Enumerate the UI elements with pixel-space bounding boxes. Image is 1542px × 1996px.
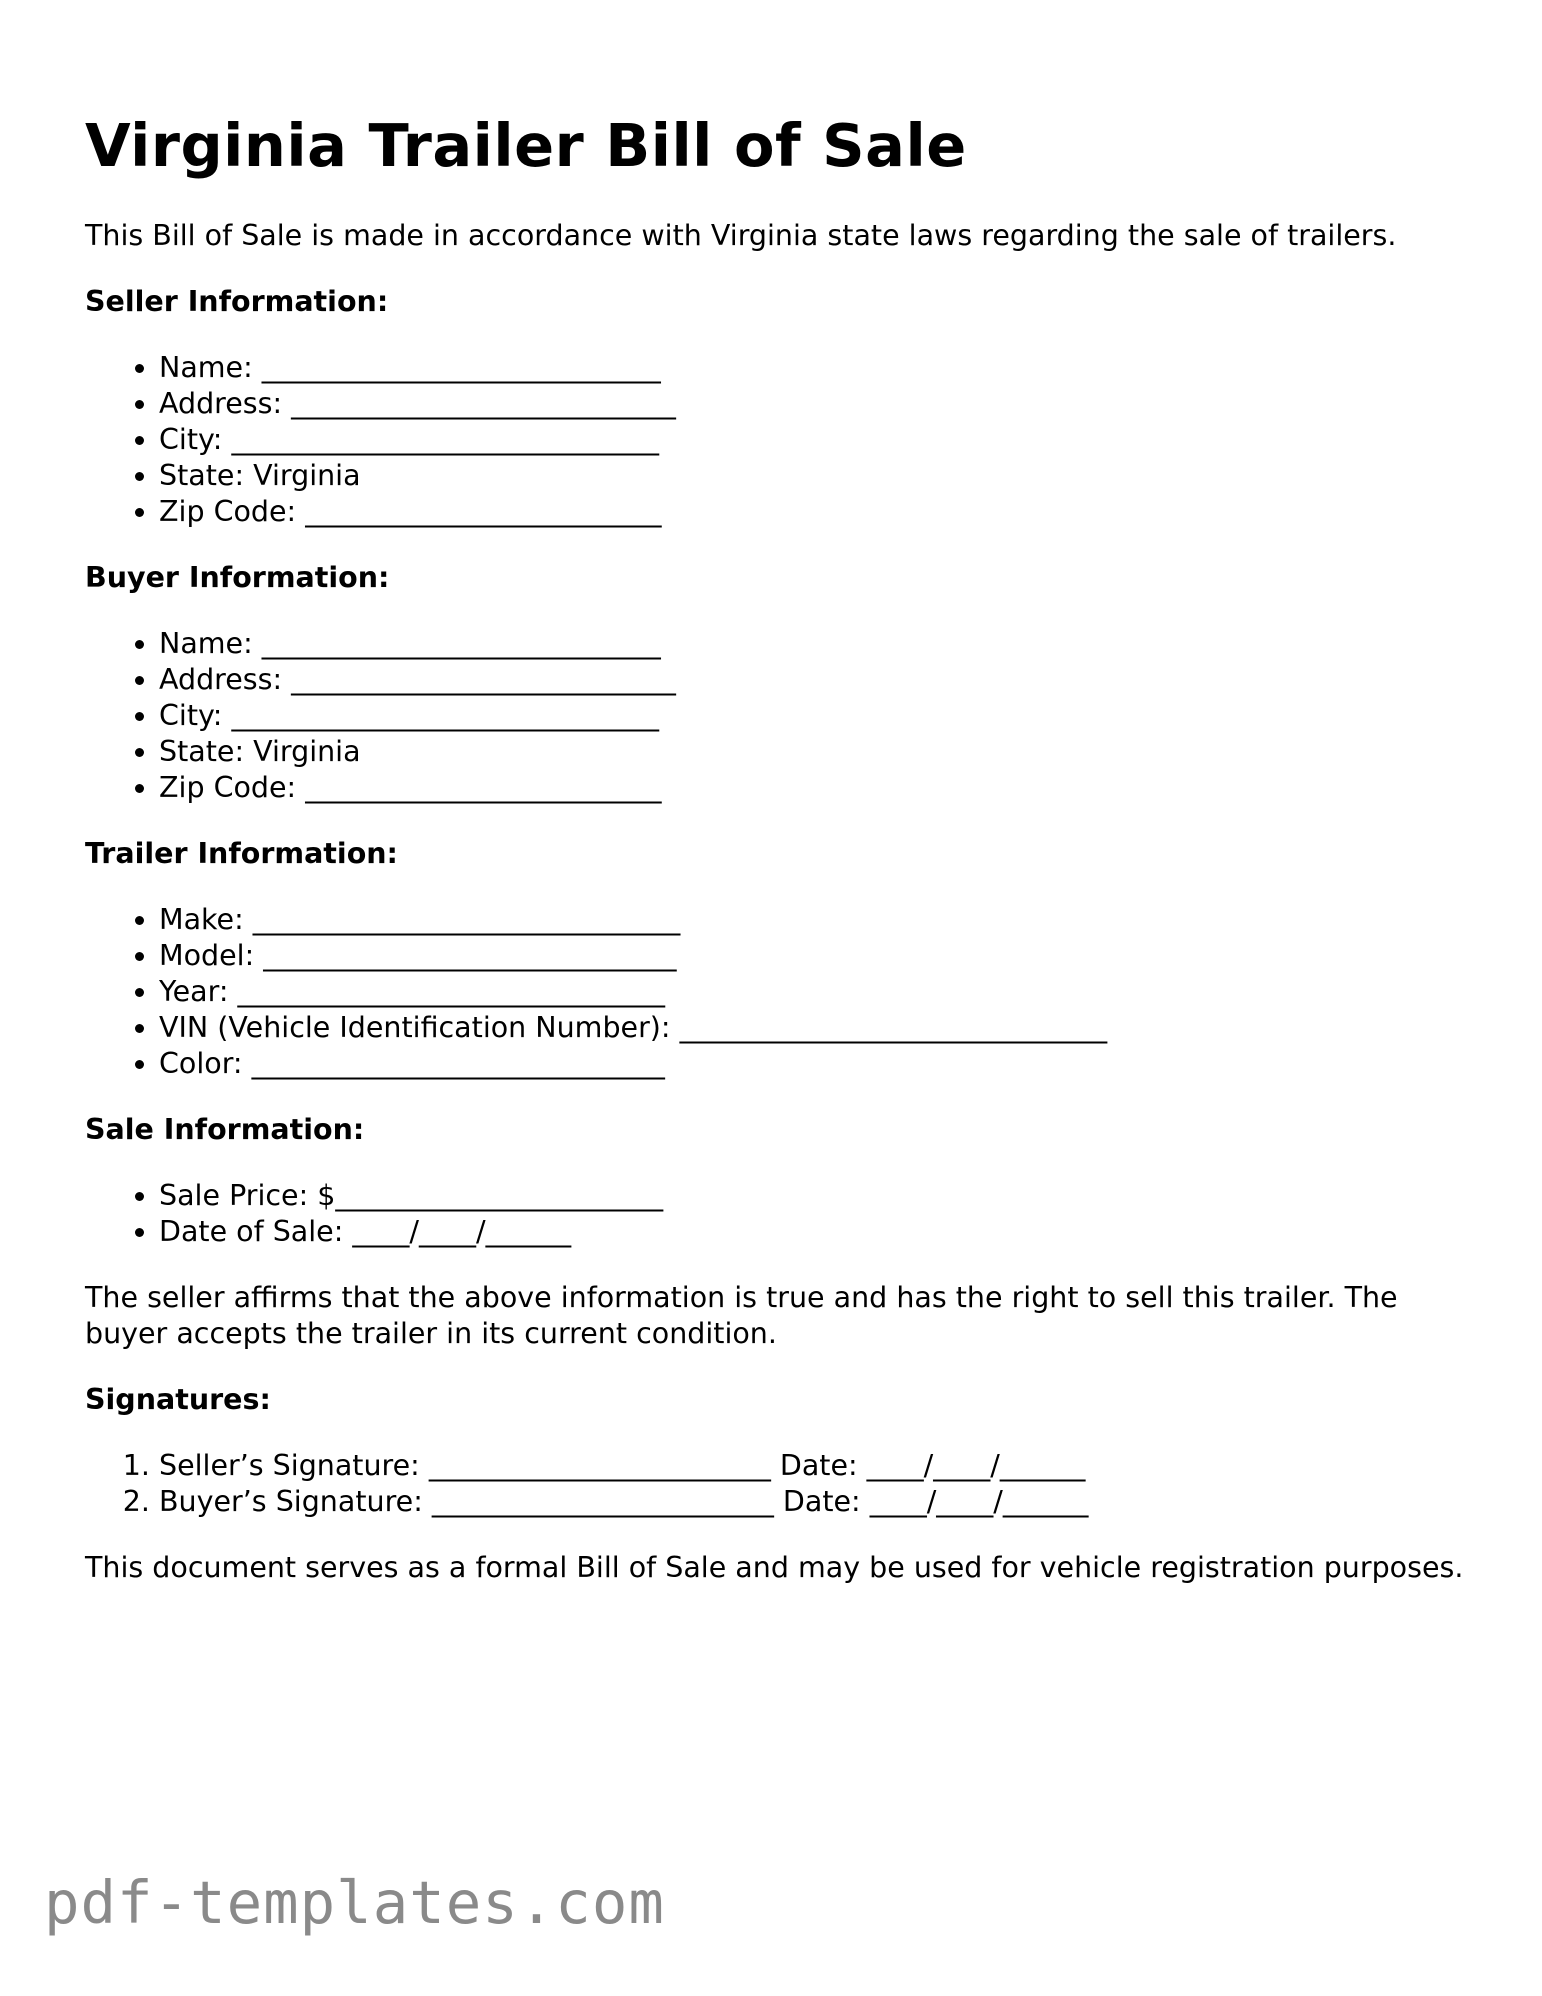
signatures-list bbox=[85, 1448, 1465, 1520]
closing-paragraph: This document serves as a formal Bill of Sale and may be used for vehicle registration purposes. bbox=[85, 1551, 1464, 1584]
seller-city-field: • City: ______________________________ bbox=[159, 422, 1465, 458]
document-title: Virginia Trailer Bill of Sale bbox=[85, 111, 967, 180]
trailer-make-field: • Make: ______________________________ bbox=[159, 902, 1465, 938]
seller-zip-field: • Zip Code: _________________________ bbox=[159, 494, 1465, 530]
seller-state-field: • State: Virginia bbox=[159, 458, 1465, 494]
sale-date-field: • Date of Sale: ____/____/______ bbox=[159, 1214, 1465, 1250]
intro-paragraph: This Bill of Sale is made in accordance with Virginia state laws regarding the sale of trailers. bbox=[85, 219, 1397, 252]
watermark-text: pdf-templates.com bbox=[44, 1868, 665, 1937]
seller-signature-line: 1. Seller’s Signature: ________________________ Date: ____/____/______ bbox=[159, 1448, 1465, 1484]
signatures-heading: Signatures: bbox=[85, 1383, 271, 1416]
seller-address-field: • Address: ___________________________ bbox=[159, 386, 1465, 422]
affirmation-paragraph: The seller affirms that the above information is true and has the right to sell this trailer. The buyer accepts the trailer in its current condition. bbox=[85, 1281, 1398, 1350]
seller-list bbox=[85, 350, 1465, 530]
seller-heading: Seller Information: bbox=[85, 285, 389, 318]
buyer-city-field: • City: ______________________________ bbox=[159, 698, 1465, 734]
sale-heading: Sale Information: bbox=[85, 1113, 365, 1146]
buyer-list bbox=[85, 626, 1465, 806]
buyer-signature-line: 2. Buyer’s Signature: ________________________ Date: ____/____/______ bbox=[159, 1484, 1465, 1520]
buyer-state-field: • State: Virginia bbox=[159, 734, 1465, 770]
seller-name-field: • Name: ____________________________ bbox=[159, 350, 1465, 386]
buyer-address-field: • Address: ___________________________ bbox=[159, 662, 1465, 698]
sale-price-field: • Sale Price: $_______________________ bbox=[159, 1178, 1465, 1214]
sale-list bbox=[85, 1178, 1465, 1250]
trailer-list bbox=[85, 902, 1465, 1082]
buyer-heading: Buyer Information: bbox=[85, 561, 390, 594]
buyer-zip-field: • Zip Code: _________________________ bbox=[159, 770, 1465, 806]
buyer-name-field: • Name: ____________________________ bbox=[159, 626, 1465, 662]
trailer-color-field: • Color: _____________________________ bbox=[159, 1046, 1465, 1082]
trailer-year-field: • Year: ______________________________ bbox=[159, 974, 1465, 1010]
trailer-heading: Trailer Information: bbox=[85, 837, 398, 870]
trailer-model-field: • Model: _____________________________ bbox=[159, 938, 1465, 974]
document-page bbox=[85, 108, 1465, 1586]
trailer-vin-field: • VIN (Vehicle Identification Number): ______________________________ bbox=[159, 1010, 1465, 1046]
